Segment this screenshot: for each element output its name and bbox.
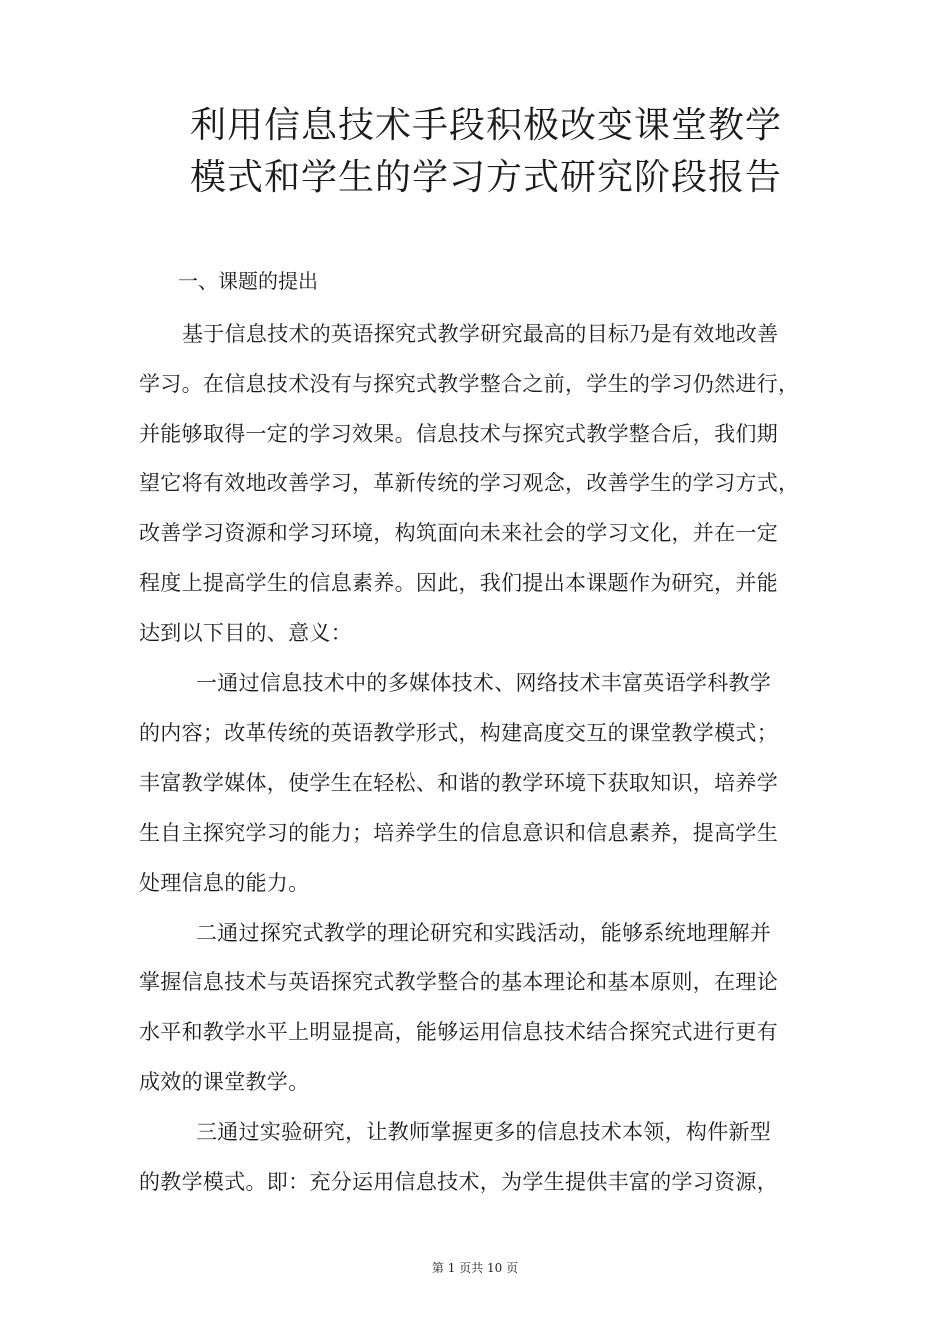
body-line: 达到以下目的、意义： [139,621,352,645]
body-line: 基于信息技术的英语探究式教学研究最高的目标乃是有效地改善 [182,322,779,346]
body-line: 并能够取得一定的学习效果。信息技术与探究式教学整合后，我们期 [139,422,778,446]
body-line: 丰富教学媒体，使学生在轻松、和谐的教学环境下获取知识，培养学 [139,771,778,795]
body-line: 学习。在信息技术没有与探究式教学整合之前，学生的学习仍然进行， [139,372,800,396]
body-line: 处理信息的能力。 [139,871,310,895]
body-line: 望它将有效地改善学习，革新传统的学习观念，改善学生的学习方式， [139,471,800,495]
body-line: 一通过信息技术中的多媒体技术、网络技术丰富英语学科教学 [196,671,772,695]
section-heading: 一、课题的提出 [178,269,318,293]
page-footer: 第 1 页共 10 页 [431,1261,519,1275]
document-title-line-2: 模式和学生的学习方式研究阶段报告 [189,157,782,198]
document-title-line-1: 利用信息技术手段积极改变课堂教学 [189,105,782,146]
body-line: 生自主探究学习的能力；培养学生的信息意识和信息素养，提高学生 [139,821,778,845]
body-line: 二通过探究式教学的理论研究和实践活动，能够系统地理解并 [196,921,772,945]
body-line: 成效的课堂教学。 [139,1070,310,1094]
body-line: 掌握信息技术与英语探究式教学整合的基本理论和基本原则，在理论 [139,970,778,994]
body-line: 水平和教学水平上明显提高，能够运用信息技术结合探究式进行更有 [139,1020,778,1044]
body-line: 的内容；改革传统的英语教学形式，构建高度交互的课堂教学模式； [139,721,778,745]
body-line: 三通过实验研究，让教师掌握更多的信息技术本领，构件新型 [196,1120,772,1144]
body-line: 的教学模式。即：充分运用信息技术，为学生提供丰富的学习资源， [139,1170,778,1194]
body-line: 程度上提高学生的信息素养。因此，我们提出本课题作为研究，并能 [139,571,778,595]
body-line: 改善学习资源和学习环境，构筑面向未来社会的学习文化，并在一定 [139,521,778,545]
